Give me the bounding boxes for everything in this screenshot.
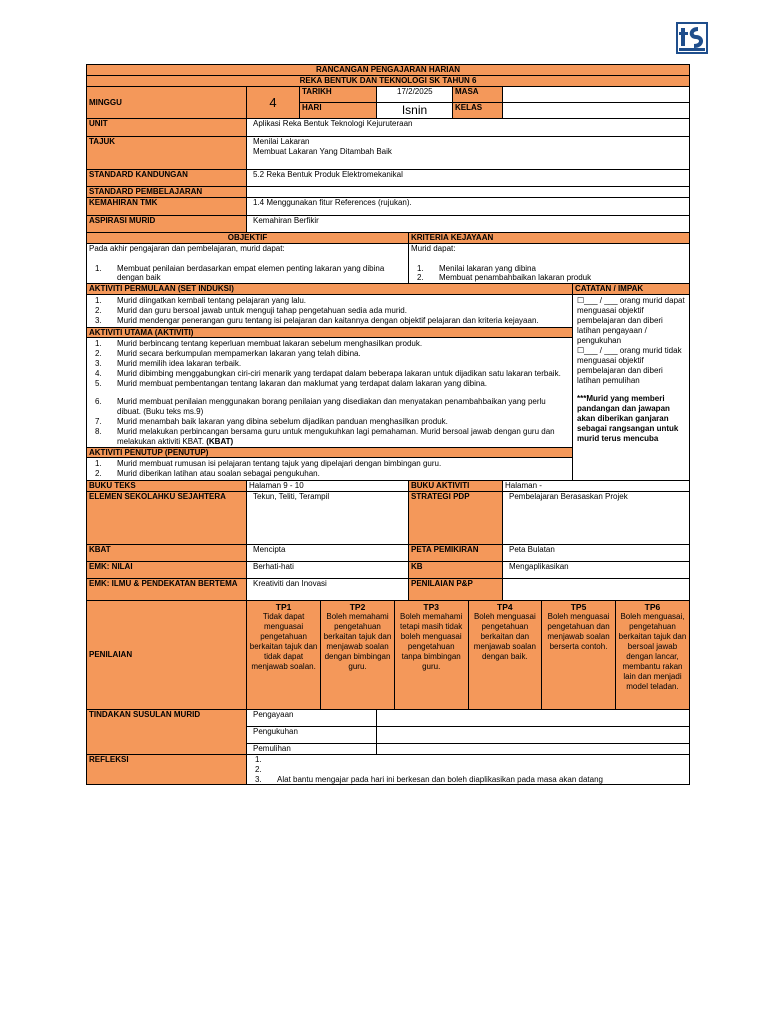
aktiviti-penutup-heading: AKTIVITI PENUTUP (PENUTUP) [87,447,572,458]
refleksi-body [247,755,690,785]
pengayaan-option: Pengayaan [247,710,377,727]
list-item: 1. Menilai lakaran yang dibina [417,263,536,273]
emk-nilai-value: Berhati-hati [247,562,409,579]
list-item: 1. Membuat penilaian berdasarkan empat elemen penting lakaran yang dibina dengan baik [95,263,385,283]
buku-aktiviti-value: Halaman - [503,481,690,492]
tp-cell: TP3 Boleh memahami tetapi masih tidak boleh menguasai pengetahuan tanpa bimbingan guru. [394,601,468,709]
list-item: 2. Murid secara berkumpulan mempamerkan lakaran yang telah dibina. [95,349,361,359]
tarikh-value: 17/2/2025 [377,87,453,103]
catatan-penguasaan: ☐___ / ___ orang murid dapat menguasai objektif pembelajaran dan diberi latihan pengayaan / pengukuhan [577,296,685,346]
tajuk-line-2: Membuat Lakaran Yang Ditambah Baik [253,147,392,156]
elemen-sekolahku-label: ELEMEN SEKOLAHKU SEJAHTERA [87,492,247,545]
permulaan-list [87,295,572,327]
tp-cell: TP2 Boleh memahami pengetahuan berkaitan tajuk dan menjawab soalan dengan bimbingan guru. [321,601,395,709]
aktiviti-utama-heading: AKTIVITI UTAMA (AKTIVITI) [87,327,572,338]
rph-table [86,64,690,785]
list-item: 5. Murid membuat pembentangan tentang lakaran dan maklumat yang terdapat dalam lakaran yang dibina. [95,378,488,388]
unit-label: UNIT [87,119,247,137]
tp-table [247,601,689,709]
tarikh-label: TARIKH [300,87,377,103]
emk-nilai-label: EMK: NILAI [87,562,247,579]
pengukuhan-blank [377,727,690,744]
list-item: 1. Murid membuat rumusan isi pelajaran tentang tajuk yang dipelajari dengan bimbingan guru. [95,459,442,469]
list-item: 3. Alat bantu mengajar pada hari ini berkesan dan boleh diaplikasikan pada masa akan datang [255,774,604,784]
emk-ilmu-label: EMK: ILMU & PENDEKATAN BERTEMA [87,579,247,601]
list-item: 2. Murid diberikan latihan atau soalan sebagai pengukuhan. [95,469,320,479]
buku-teks-label: BUKU TEKS [87,481,247,492]
standard-kandungan-value: 5.2 Reka Bentuk Produk Elektromekanikal [247,170,690,187]
penutup-list [87,458,572,480]
kbat-tag: (KBAT) [206,436,234,446]
buku-aktiviti-label: BUKU AKTIVITI [409,481,503,492]
catatan-body [573,295,690,481]
list-item: 1. [255,755,262,765]
catatan-pemulihan: ☐___ / ___ orang murid tidak menguasai objektif pembelajaran dan diberi latihan pemulihan [577,346,682,386]
list-item: 1. Murid berbincang tentang keperluan membuat lakaran sebelum menghasilkan produk. [95,339,423,349]
standard-pembelajaran-label: STANDARD PEMBELAJARAN [87,187,247,198]
aspirasi-murid-value: Kemahiran Berfikir [247,216,690,233]
tp-cell: TP5 Boleh menguasai pengetahuan dan menjawab soalan berserta contoh. [542,601,616,709]
kb-label: KB [409,562,503,579]
school-logo [676,22,708,54]
hari-label: HARI [300,103,377,119]
unit-value: Aplikasi Reka Bentuk Teknologi Kejuruteraan [247,119,690,137]
list-item: 2. Membuat penambahbaikan lakaran produk [417,273,592,283]
tp-cell: TP1 Tidak dapat menguasai pengetahuan berkaitan tajuk dan tidak dapat menjawab soalan. [247,601,321,709]
form-title: RANCANGAN PENGAJARAN HARIAN [87,65,690,76]
standard-pembelajaran-value [247,187,690,198]
pemulihan-option: Pemulihan [247,744,377,755]
list-item: 7. Murid menambah baik lakaran yang dibina sebelum dijadikan panduan menghasilkan produk. [95,417,448,427]
kb-value: Mengaplikasikan [503,562,690,579]
list-item: 8. Murid melakukan perbincangan bersama guru untuk mengukuhkan lagi pemahaman. Murid bersoal jawab dengan guru dan melakukan aktiviti KBAT. (KBAT) [95,426,555,446]
catatan-note: ***Murid yang memberi pandangan dan jawapan akan diberikan ganjaran sebagai rangsangan untuk murid terus mencuba [577,394,679,444]
refleksi-label: REFLEKSI [87,755,247,785]
tp-grid [247,601,690,710]
aspirasi-murid-label: ASPIRASI MURID [87,216,247,233]
tp-cell: TP6 Boleh menguasai, pengetahuan berkaitan tajuk dan bersoal jawab dengan lancar, membantu rakan lain dan menjadi model teladan. [615,601,689,709]
list-item: 6. Murid membuat penilaian menggunakan borang penilaian yang disediakan dan menyatakan penambahbaikan yang perlu dibuat. (Buku teks ms.9) [95,397,546,417]
tajuk-line-1: Menilai Lakaran [253,137,310,146]
masa-label: MASA [453,87,503,103]
penilaian-label: PENILAIAN [87,601,247,710]
masa-value [503,87,690,103]
kriteria-list [411,264,687,284]
elemen-sekolahku-value: Tekun, Teliti, Terampil [247,492,409,545]
buku-teks-value: Halaman 9 - 10 [247,481,409,492]
kemahiran-tmk-label: KEMAHIRAN TMK [87,198,247,216]
list-item: 3. Murid memilih idea lakaran terbaik. [95,359,242,369]
catatan-heading: CATATAN / IMPAK [573,284,690,295]
kemahiran-tmk-value: 1.4 Menggunakan fitur References (rujukan). [247,198,690,216]
minggu-label: MINGGU [87,87,247,119]
kbat-label: KBAT [87,545,247,562]
kriteria-intro: Murid dapat: [411,244,456,253]
penilaian-pnp-label: PENILAIAN P&P [409,579,503,601]
strategi-pdp-label: STRATEGI PDP [409,492,503,545]
objektif-intro: Pada akhir pengajaran dan pembelajaran, murid dapat: [89,244,285,253]
objektif-list [89,264,406,284]
tajuk-value [247,137,690,170]
pengayaan-blank [377,710,690,727]
aktiviti-permulaan-heading: AKTIVITI PERMULAAN (SET INDUKSI) [87,284,573,295]
list-item: 2. Murid dan guru bersoal jawab untuk menguji tahap pengetahuan sedia ada murid. [95,305,407,315]
list-item: 4. Murid dibimbing menggabungkan ciri-ciri menarik yang terdapat dalam beberapa lakaran untuk dijadikan satu lakaran terbaik. [95,368,561,378]
kbat-value: Mencipta [247,545,409,562]
aktiviti-column [87,295,573,481]
refleksi-list [249,755,687,784]
penilaian-pnp-value [503,579,690,601]
objektif-heading: OBJEKTIF [87,233,409,244]
strategi-pdp-value: Pembelajaran Berasaskan Projek [503,492,690,545]
kriteria-heading: KRITERIA KEJAYAAN [409,233,690,244]
form-subtitle: REKA BENTUK DAN TEKNOLOGI SK TAHUN 6 [87,76,690,87]
kelas-value [503,103,690,119]
pengukuhan-option: Pengukuhan [247,727,377,744]
utama-list [87,338,572,447]
tajuk-label: TAJUK [87,137,247,170]
list-item: 1. Murid diingatkan kembali tentang pelajaran yang lalu. [95,296,307,306]
tp-cell: TP4 Boleh menguasai pengetahuan berkaitan dan menjawab soalan dengan baik. [468,601,542,709]
kelas-label: KELAS [453,103,503,119]
hari-value: Isnin [377,103,453,119]
standard-kandungan-label: STANDARD KANDUNGAN [87,170,247,187]
minggu-value: 4 [247,87,300,119]
list-item: 2. [255,764,262,774]
emk-ilmu-value: Kreativiti dan Inovasi [247,579,409,601]
tindakan-susulan-label: TINDAKAN SUSULAN MURID [87,710,247,755]
peta-pemikiran-value: Peta Bulatan [503,545,690,562]
kriteria-body [409,244,690,284]
peta-pemikiran-label: PETA PEMIKIRAN [409,545,503,562]
list-item: 3. Murid mendengar penerangan guru tentang isi pelajaran dan kaitannya dengan objektif pelajaran dan kriteria kejayaan. [95,315,539,325]
objektif-body [87,244,409,284]
rph-document [86,64,689,785]
pemulihan-blank [377,744,690,755]
